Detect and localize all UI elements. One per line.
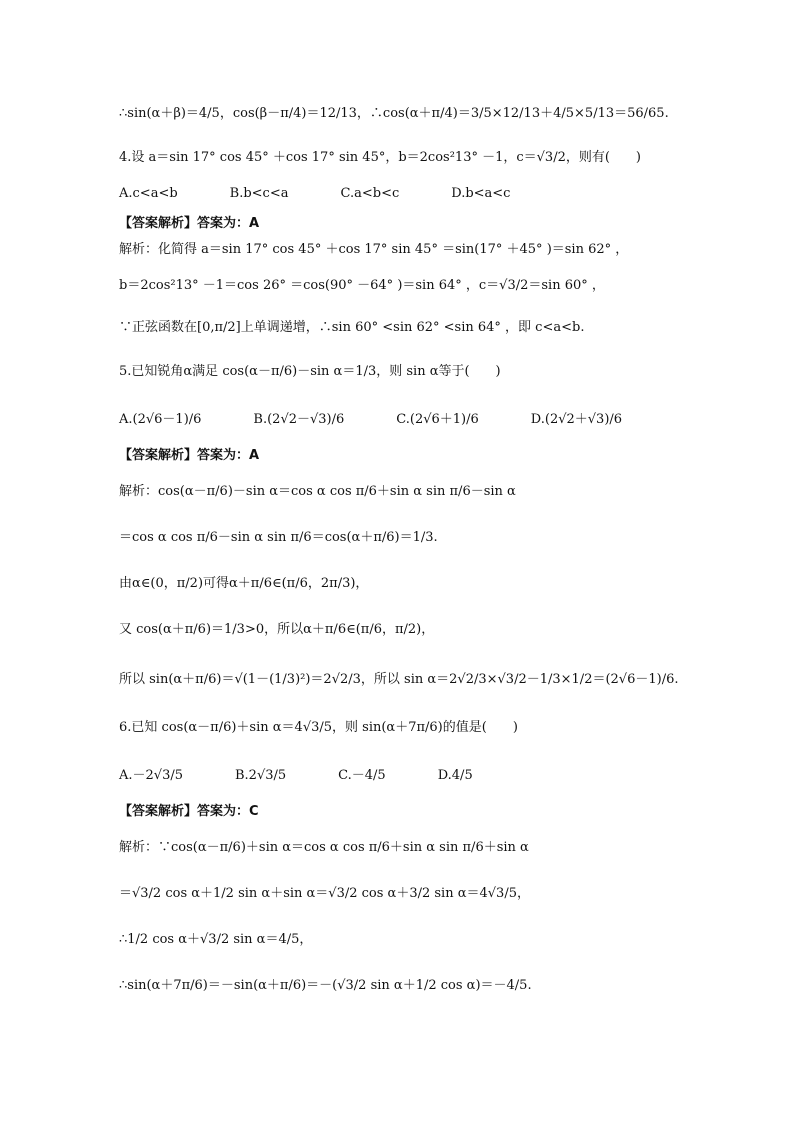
text-line: ∴sin(α＋7π/6)＝－sin(α＋π/6)＝－(√3/2 sin α＋1/2 cos α)＝－4/5.	[119, 978, 532, 993]
question-6-options: A.－2√3/5 B.2√3/5 C.－4/5 D.4/5	[119, 768, 473, 783]
text-line: ∴sin(α＋β)＝4/5，cos(β－π/4)＝12/13，∴cos(α＋π/4)＝3/5×12/13＋4/5×5/13＝56/65.	[119, 106, 669, 121]
text-line: 解析：化简得 a＝sin 17° cos 45° ＋cos 17° sin 45° ＝sin(17° ＋45° )＝sin 62° ，	[119, 242, 629, 257]
question-5-options: A.(2√6－1)/6 B.(2√2－√3)/6 C.(2√6＋1)/6 D.(2√2＋√3)/6	[119, 412, 623, 427]
text-line: ∵正弦函数在[0,π/2]上单调递增，∴sin 60° <sin 62° <sin 64° ，即 c<a<b.	[119, 320, 585, 335]
question-4-options: A.c<a<b B.b<c<a C.a<b<c D.b<a<c	[119, 186, 511, 201]
text-line: 又 cos(α＋π/6)＝1/3>0，所以α＋π/6∈(π/6，π/2)，	[119, 622, 435, 637]
question-5: 5.已知锐角α满足 cos(α－π/6)－sin α＝1/3，则 sin α等于( )	[119, 364, 501, 379]
text-line: ＝√3/2 cos α＋1/2 sin α＋sin α＝√3/2 cos α＋3/2 sin α＝4√3/5，	[119, 886, 530, 901]
answer-header: 【答案解析】答案为：C	[119, 804, 259, 819]
text-line: ∴1/2 cos α＋√3/2 sin α＝4/5，	[119, 932, 313, 947]
answer-header: 【答案解析】答案为：A	[119, 448, 260, 463]
text-line: ＝cos α cos π/6－sin α sin π/6＝cos(α＋π/6)＝1/3.	[119, 530, 438, 545]
question-4: 4.设 a＝sin 17° cos 45° ＋cos 17° sin 45°，b＝2cos²13° －1，c＝√3/2，则有( )	[119, 150, 641, 165]
text-line: 解析：∵cos(α－π/6)＋sin α＝cos α cos π/6＋sin α sin π/6＋sin α	[119, 840, 529, 855]
text-line: 由α∈(0，π/2)可得α＋π/6∈(π/6，2π/3)，	[119, 576, 369, 591]
text-line: b＝2cos²13° －1＝cos 26° ＝cos(90° －64° )＝sin 64° ，c＝√3/2＝sin 60° ，	[119, 278, 605, 293]
answer-header: 【答案解析】答案为：A	[119, 216, 260, 231]
question-6: 6.已知 cos(α－π/6)＋sin α＝4√3/5，则 sin(α＋7π/6)的值是( )	[119, 720, 518, 735]
text-line: 解析：cos(α－π/6)－sin α＝cos α cos π/6＋sin α sin π/6－sin α	[119, 484, 516, 499]
text-line: 所以 sin(α＋π/6)＝√(1－(1/3)²)＝2√2/3，所以 sin α＝2√2/3×√3/2－1/3×1/2＝(2√6－1)/6.	[119, 672, 679, 687]
